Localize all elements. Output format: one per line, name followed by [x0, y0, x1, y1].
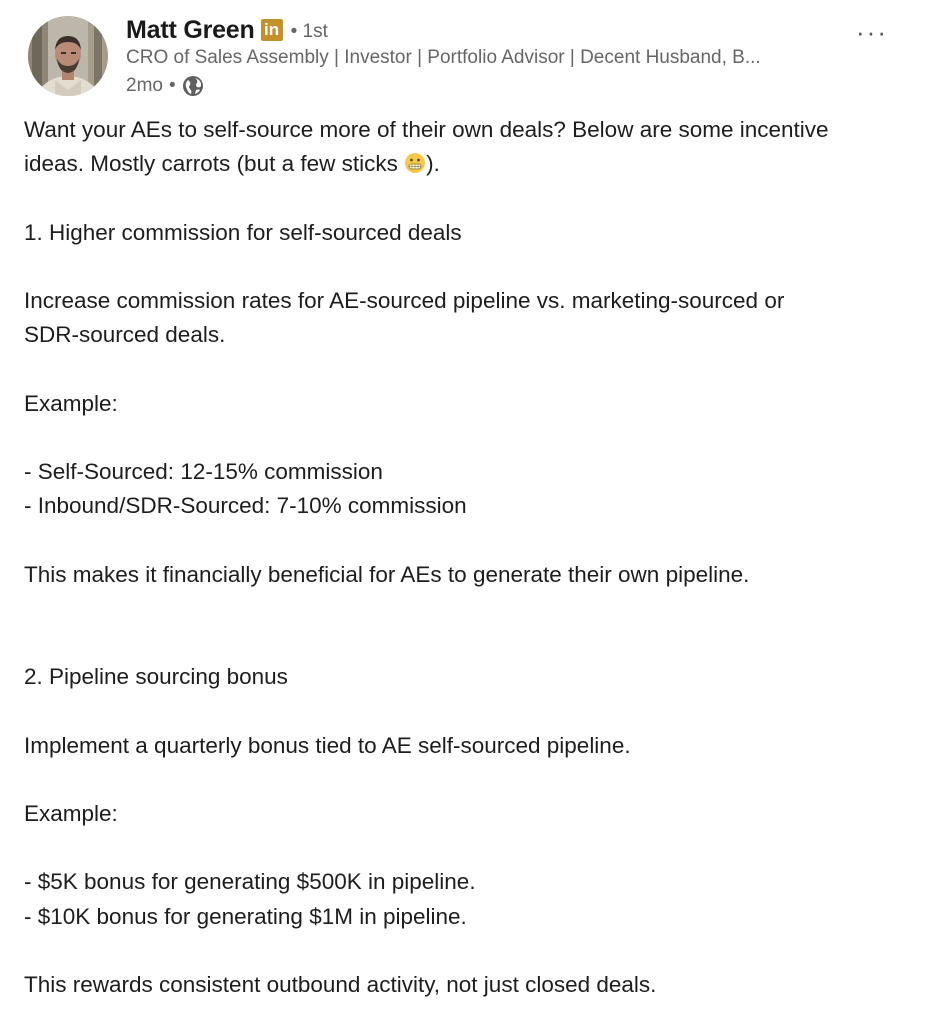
section2-example-label: Example: [24, 800, 118, 826]
connection-degree: • 1st [290, 21, 328, 42]
spacer [24, 421, 916, 455]
meta-separator: • [168, 75, 176, 96]
section1-closing: This makes it financially beneficial for AEs to generate their own pipeline. [24, 561, 750, 587]
spacer [24, 934, 916, 968]
section2-desc: Implement a quarterly bonus tied to AE self-sourced pipeline. [24, 732, 631, 758]
spacer [24, 523, 916, 557]
section1-example-label: Example: [24, 390, 118, 416]
author-name[interactable]: Matt Green [126, 15, 255, 44]
author-headline[interactable]: CRO of Sales Assembly | Investor | Portfolio Advisor | Decent Husband, B... [126, 47, 761, 68]
intro-line-1: Want your AEs to self-source more of their own deals? Below are some incentive [24, 117, 829, 142]
globe-icon [182, 75, 204, 97]
intro-line-2-text: ideas. Mostly carrots (but a few sticks [24, 151, 405, 177]
badge-label: in [264, 20, 280, 39]
section2-bullet: - $5K bonus for generating $500K in pipeline. [24, 869, 476, 895]
post-time[interactable]: 2mo [126, 75, 163, 96]
post-body [24, 113, 916, 1002]
spacer [24, 694, 916, 728]
post-header [24, 14, 914, 100]
spacer [24, 181, 916, 215]
more-options-icon[interactable]: ··· [856, 17, 888, 47]
section2-closing: This rewards consistent outbound activity, not just closed deals. [24, 971, 657, 997]
grimacing-face-emoji [404, 150, 426, 172]
spacer [24, 352, 916, 386]
avatar-photo [28, 16, 108, 96]
spacer [24, 592, 916, 660]
author-name-line [126, 14, 328, 46]
intro-line-2 [24, 147, 916, 181]
section2-bullet: - $10K bonus for generating $1M in pipeline. [24, 903, 467, 929]
section2-title: 2. Pipeline sourcing bonus [24, 664, 288, 690]
spacer [24, 763, 916, 797]
intro-line-2-end: ). [426, 151, 440, 177]
linkedin-premium-icon [261, 19, 283, 41]
section1-bullet: - Self-Sourced: 12-15% commission [24, 458, 383, 484]
author-avatar[interactable] [28, 16, 108, 96]
spacer [24, 831, 916, 865]
section1-bullet: - Inbound/SDR-Sourced: 7-10% commission [24, 493, 467, 519]
section1-desc-line-2: SDR-sourced deals. [24, 322, 226, 348]
section1-title: 1. Higher commission for self-sourced deals [24, 219, 462, 245]
post-meta [126, 74, 204, 98]
spacer [24, 250, 916, 284]
section1-desc-line-1: Increase commission rates for AE-sourced pipeline vs. marketing-sourced or [24, 287, 785, 313]
